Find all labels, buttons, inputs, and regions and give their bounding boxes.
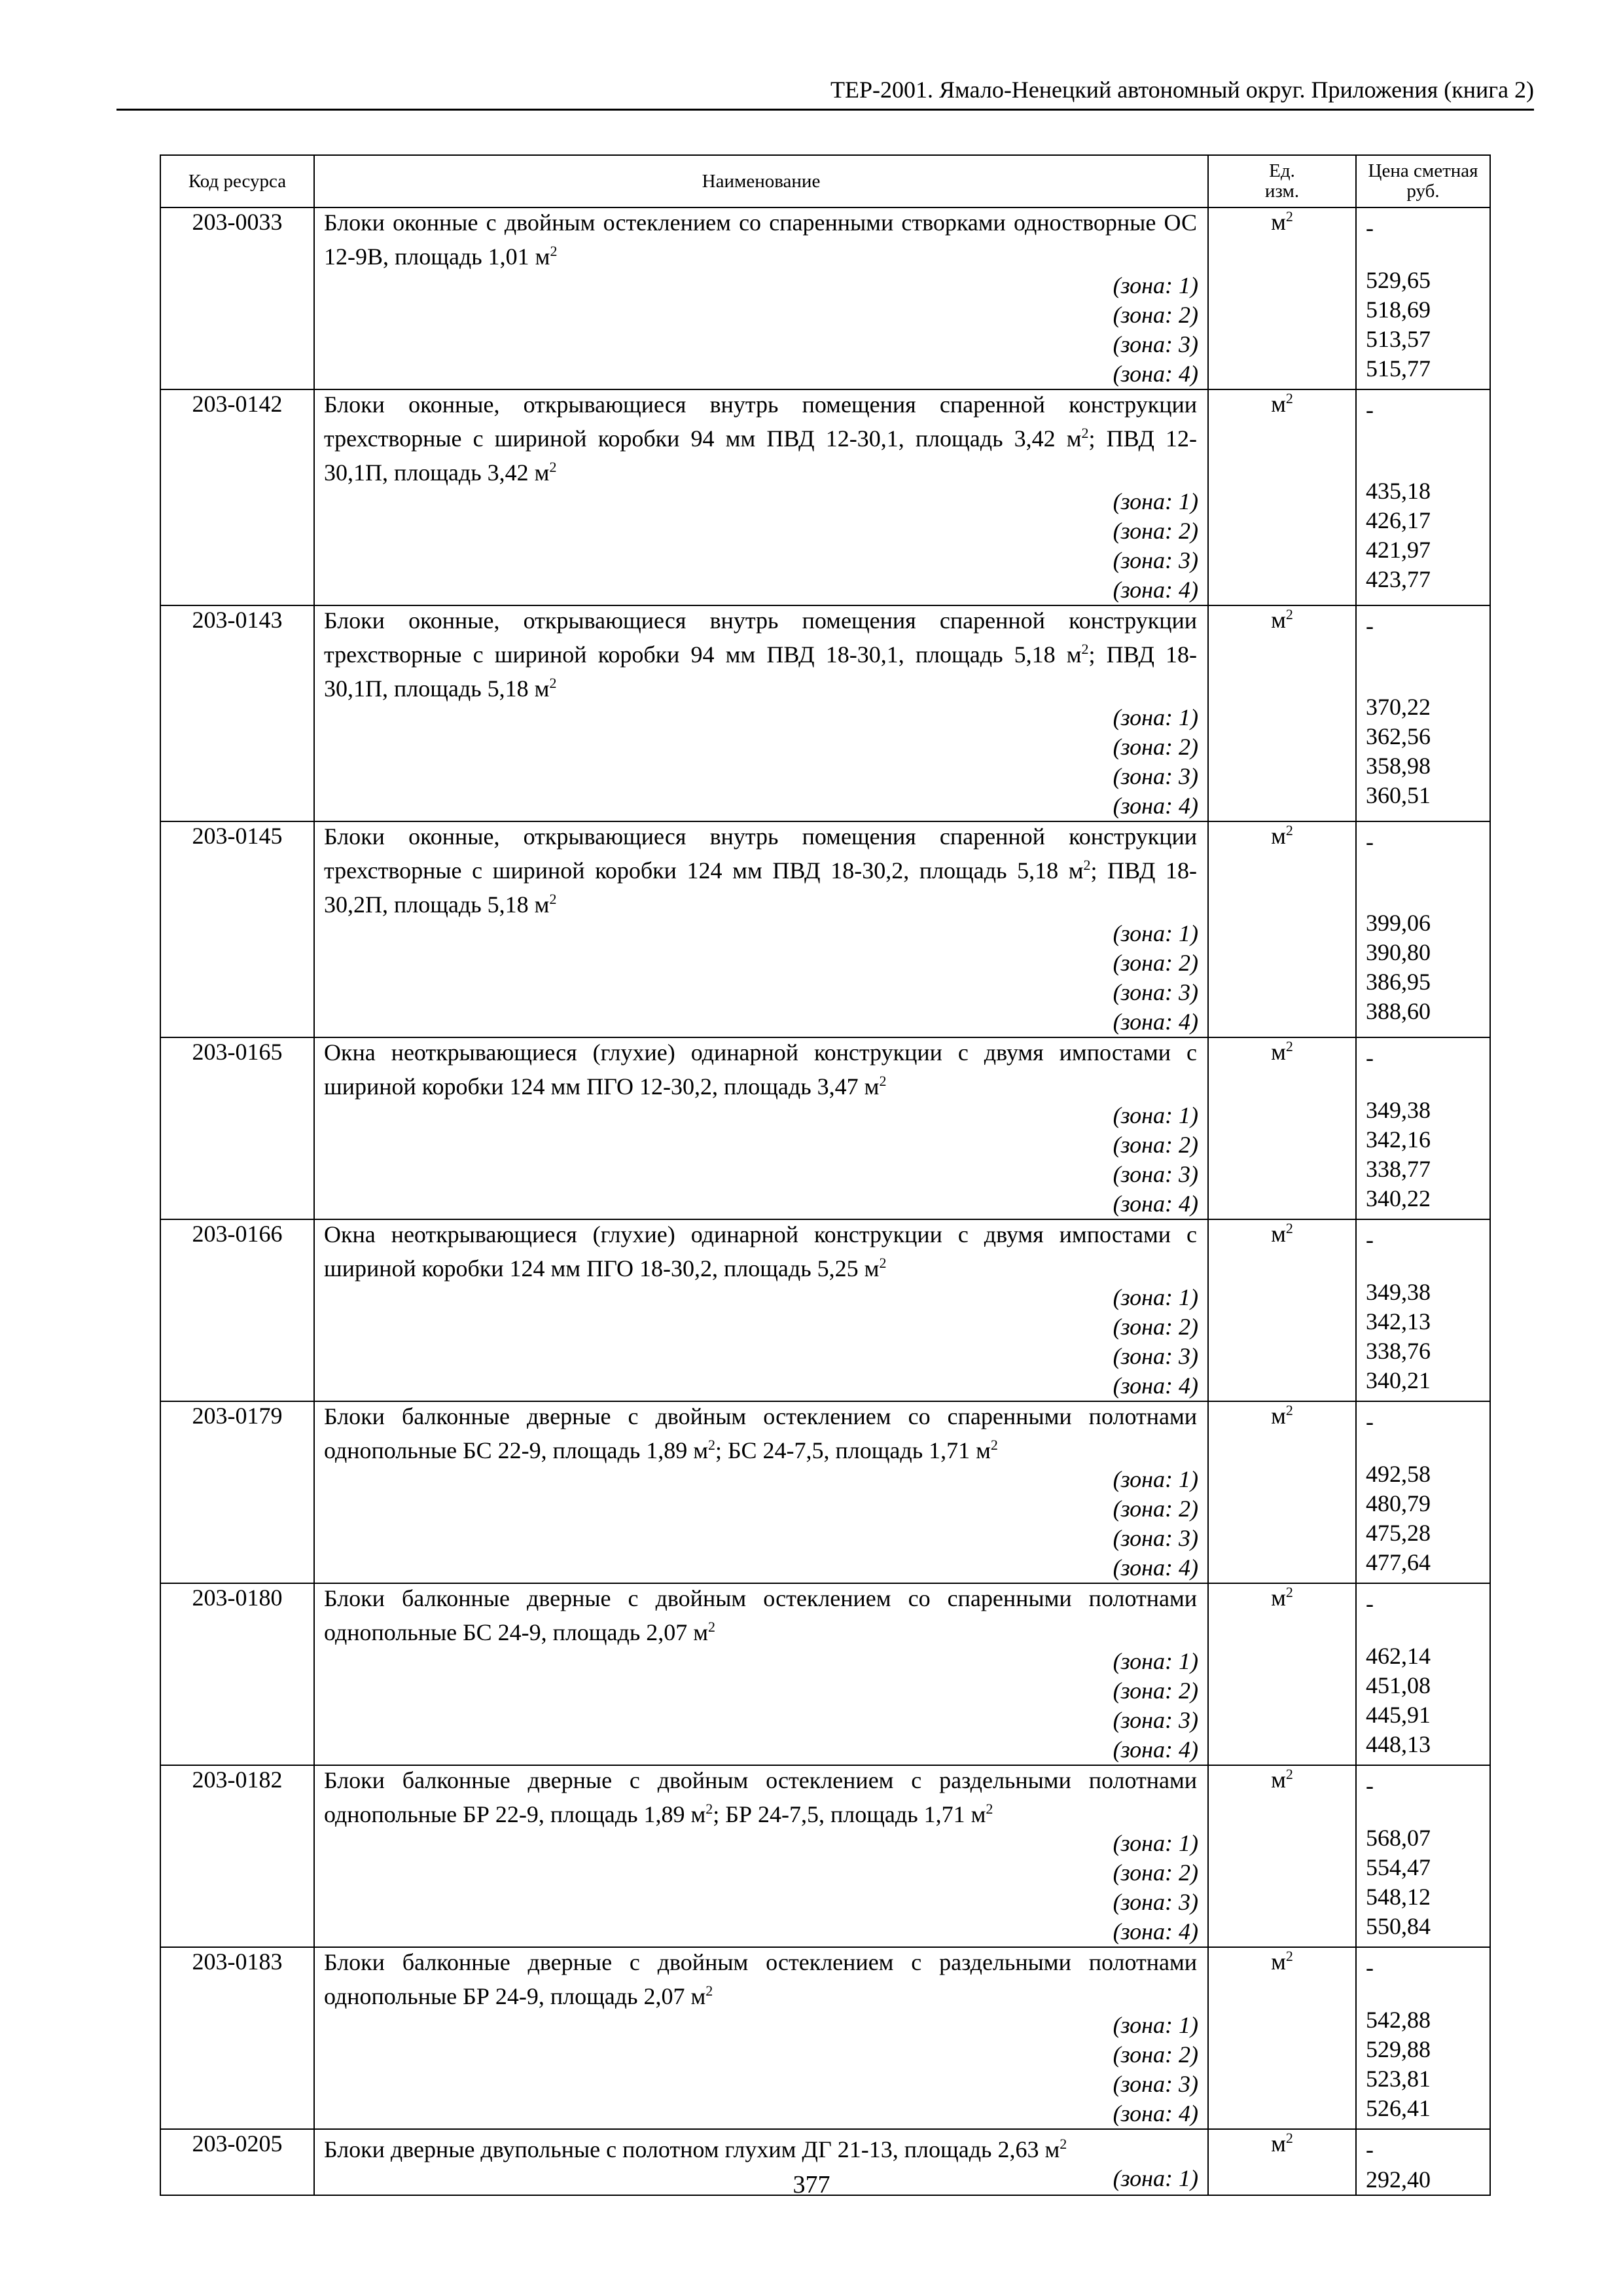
resource-name: Блоки оконные, открывающиеся внутрь помещения спаренной конструкции трехстворные с шириной коробки 124 мм ПВД 18-30,2, площадь 5,18 $м^2$; ПВД 18-30,2П, площадь 5,18 $м^2$ [324, 823, 1197, 918]
unit-superscript: 2 [879, 1073, 887, 1089]
unit-superscript: 2 [1081, 425, 1089, 441]
zone-price: 386,95 [1366, 969, 1431, 995]
price-cell [1356, 1037, 1490, 1219]
unit-superscript: 2 [1285, 1584, 1293, 1600]
zone-label: (зона: 1) [1113, 1102, 1198, 1128]
zone-price: 349,38 [1366, 1279, 1431, 1305]
column-header-name: Наименование [314, 155, 1208, 207]
resource-code: 203-0145 [160, 821, 314, 1037]
zone-label: (зона: 1) [1113, 704, 1198, 730]
zone-price: 340,21 [1366, 1367, 1431, 1393]
resource-name-cell [314, 1401, 1208, 1583]
table-header-row [160, 155, 1490, 207]
price-cell [1356, 821, 1490, 1037]
unit-superscript: 2 [1285, 1038, 1293, 1054]
price-base-dash: - [1366, 1227, 1374, 1253]
resource-name-cell [314, 207, 1208, 389]
zone-price: 435,18 [1366, 478, 1431, 504]
unit-superscript: 2 [549, 891, 557, 907]
zone-price: 292,40 [1366, 2166, 1431, 2193]
unit-superscript: 2 [1285, 1402, 1293, 1418]
zone-label: (зона: 1) [1113, 1648, 1198, 1674]
unit-of-measure: $м^2$ [1208, 1401, 1356, 1583]
zone-price: 548,12 [1366, 1884, 1431, 1910]
unit-superscript: 2 [549, 459, 557, 475]
unit-superscript: 2 [1285, 1766, 1293, 1782]
resource-name-cell [314, 821, 1208, 1037]
resource-name: Блоки оконные, открывающиеся внутрь помещения спаренной конструкции трехстворные с шириной коробки 94 мм ПВД 18-30,1, площадь 5,18 $м^2$; ПВД 18-30,1П, площадь 5,18 $м^2$ [324, 607, 1197, 702]
unit-superscript: 2 [1285, 822, 1293, 838]
zone-price: 421,97 [1366, 537, 1431, 563]
price-base-dash: - [1366, 215, 1374, 241]
zone-price: 513,57 [1366, 326, 1431, 352]
zone-price: 477,64 [1366, 1549, 1431, 1575]
resource-name: Блоки балконные дверные с двойным остеклением со спаренными полотнами однопольные БС 22-9, площадь 1,89 $м^2$; БС 24-7,5, площадь 1,71 $м^2$ [324, 1403, 1197, 1463]
unit-superscript: 2 [879, 1255, 887, 1271]
unit-superscript: 2 [549, 675, 557, 691]
resource-name: Окна неоткрывающиеся (глухие) одинарной конструкции с двумя импостами с шириной коробки 124 мм ПГО 18-30,2, площадь 5,25 $м^2$ [324, 1221, 1197, 1282]
resource-name: Блоки оконные с двойным остеклением со спаренными створками одностворные ОС 12-9В, площадь 1,01 $м^2$ [324, 209, 1197, 270]
price-base-dash: - [1366, 829, 1374, 855]
column-header-unit-line1: Ед. [1269, 160, 1295, 181]
resource-name-cell [314, 605, 1208, 821]
page-number: 377 [793, 2171, 830, 2198]
column-header-price-line1: Цена сметная [1368, 160, 1478, 181]
zone-price: 451,08 [1366, 1672, 1431, 1698]
price-base-dash: - [1366, 613, 1374, 639]
zone-price: 370,22 [1366, 694, 1431, 720]
zone-price: 515,77 [1366, 355, 1431, 382]
zone-label: (зона: 1) [1113, 1830, 1198, 1856]
column-header-price-line2: руб. [1406, 181, 1440, 202]
zone-price: 358,98 [1366, 753, 1431, 779]
price-cell [1356, 1401, 1490, 1583]
price-cell [1356, 1765, 1490, 1947]
resource-name-cell [314, 1219, 1208, 1401]
resource-code: 203-0182 [160, 1765, 314, 1947]
page-header [116, 73, 1534, 111]
price-cell [1356, 1219, 1490, 1401]
table-row [160, 1037, 1490, 1219]
zone-label: (зона: 3) [1113, 1525, 1198, 1551]
zone-label: (зона: 4) [1113, 361, 1198, 387]
column-header-code: Код ресурса [160, 155, 314, 207]
unit-of-measure: $м^2$ [1208, 1583, 1356, 1765]
table-row [160, 207, 1490, 389]
zone-price: 554,47 [1366, 1854, 1431, 1880]
zone-label: (зона: 4) [1113, 577, 1198, 603]
resource-code: 203-0183 [160, 1947, 314, 2129]
unit-superscript: 2 [1060, 2136, 1067, 2152]
price-base-dash: - [1366, 2136, 1374, 2162]
unit-superscript: 2 [990, 1437, 998, 1453]
price-cell [1356, 1583, 1490, 1765]
zone-price: 529,65 [1366, 267, 1431, 293]
zone-price: 390,80 [1366, 939, 1431, 965]
unit-superscript: 2 [1081, 641, 1089, 657]
price-cell [1356, 207, 1490, 389]
price-base-dash: - [1366, 1045, 1374, 1071]
zone-label: (зона: 4) [1113, 1918, 1198, 1945]
zone-label: (зона: 1) [1113, 272, 1198, 298]
zone-price: 480,79 [1366, 1490, 1431, 1516]
zone-label: (зона: 2) [1113, 1132, 1198, 1158]
zone-label: (зона: 1) [1113, 1284, 1198, 1310]
zone-label: (зона: 2) [1113, 950, 1198, 976]
table-body [160, 207, 1490, 2195]
table-row [160, 1219, 1490, 1401]
zone-label: (зона: 2) [1113, 302, 1198, 328]
resource-price-table [160, 154, 1491, 2196]
zone-label: (зона: 2) [1113, 1314, 1198, 1340]
unit-of-measure: $м^2$ [1208, 1765, 1356, 1947]
resource-code: 203-0179 [160, 1401, 314, 1583]
zone-price: 349,38 [1366, 1097, 1431, 1123]
resource-name: Блоки оконные, открывающиеся внутрь помещения спаренной конструкции трехстворные с шириной коробки 94 мм ПВД 12-30,1, площадь 3,42 $м^2$; ПВД 12-30,1П, площадь 3,42 $м^2$ [324, 391, 1197, 486]
unit-superscript: 2 [1285, 1220, 1293, 1236]
unit-of-measure: $м^2$ [1208, 605, 1356, 821]
unit-superscript: 2 [705, 1982, 713, 1999]
zone-label: (зона: 1) [1113, 1466, 1198, 1492]
resource-code: 203-0180 [160, 1583, 314, 1765]
table-row [160, 605, 1490, 821]
unit-superscript: 2 [986, 1801, 993, 1817]
unit-superscript: 2 [1285, 606, 1293, 622]
resource-code: 203-0033 [160, 207, 314, 389]
zone-label: (зона: 1) [1113, 2012, 1198, 2038]
zone-label: (зона: 1) [1113, 920, 1198, 946]
zone-label: (зона: 3) [1113, 1343, 1198, 1369]
zone-label: (зона: 2) [1113, 1496, 1198, 1522]
zone-label: (зона: 2) [1113, 734, 1198, 760]
resource-name-cell [314, 389, 1208, 605]
unit-of-measure: $м^2$ [1208, 821, 1356, 1037]
zone-label: (зона: 1) [1113, 2165, 1198, 2191]
unit-superscript: 2 [708, 1619, 716, 1635]
resource-name-cell [314, 1583, 1208, 1765]
resource-name: Блоки балконные дверные с двойным остеклением со спаренными полотнами однопольные БС 24-9, площадь 2,07 $м^2$ [324, 1585, 1197, 1645]
zone-price: 462,14 [1366, 1643, 1431, 1669]
zone-price: 526,41 [1366, 2095, 1431, 2121]
zone-label: (зона: 3) [1113, 331, 1198, 357]
price-cell [1356, 1947, 1490, 2129]
table-row [160, 1401, 1490, 1583]
zone-label: (зона: 4) [1113, 1009, 1198, 1035]
zone-price: 338,76 [1366, 1338, 1431, 1364]
header-title: ТЕР-2001. Ямало-Ненецкий автономный округ. Приложения (книга 2) [830, 77, 1534, 103]
zone-label: (зона: 2) [1113, 2041, 1198, 2068]
zone-price: 342,13 [1366, 1308, 1431, 1335]
zone-price: 568,07 [1366, 1825, 1431, 1851]
zone-price: 550,84 [1366, 1913, 1431, 1939]
zone-label: (зона: 4) [1113, 1736, 1198, 1763]
table-row [160, 1765, 1490, 1947]
resource-code: 203-0142 [160, 389, 314, 605]
resource-name: Блоки балконные дверные с двойным остеклением с раздельными полотнами однопольные БР 24-9, площадь 2,07 $м^2$ [324, 1949, 1197, 2009]
zone-label: (зона: 4) [1113, 1372, 1198, 1399]
unit-superscript: 2 [1285, 1948, 1293, 1964]
zone-label: (зона: 3) [1113, 1161, 1198, 1187]
price-base-dash: - [1366, 397, 1374, 423]
zone-price: 338,77 [1366, 1156, 1431, 1182]
unit-superscript: 2 [1285, 2130, 1293, 2146]
resource-code: 203-0205 [160, 2129, 314, 2195]
zone-label: (зона: 1) [1113, 488, 1198, 514]
column-header-price [1356, 155, 1490, 207]
zone-price: 426,17 [1366, 507, 1431, 533]
zone-label: (зона: 3) [1113, 2071, 1198, 2097]
zone-price: 342,16 [1366, 1126, 1431, 1153]
unit-superscript: 2 [705, 1801, 713, 1817]
zone-price: 399,06 [1366, 910, 1431, 936]
unit-of-measure: $м^2$ [1208, 1947, 1356, 2129]
price-base-dash: - [1366, 1590, 1374, 1617]
resource-code: 203-0143 [160, 605, 314, 821]
zone-label: (зона: 3) [1113, 1707, 1198, 1733]
zone-label: (зона: 3) [1113, 1889, 1198, 1915]
zone-price: 360,51 [1366, 782, 1431, 808]
unit-of-measure: $м^2$ [1208, 2129, 1356, 2195]
resource-code: 203-0166 [160, 1219, 314, 1401]
price-cell [1356, 605, 1490, 821]
resource-name: Блоки балконные дверные с двойным остеклением с раздельными полотнами однопольные БР 22-9, площадь 1,89 $м^2$; БР 24-7,5, площадь 1,71 $м^2$ [324, 1767, 1197, 1827]
resource-code: 203-0165 [160, 1037, 314, 1219]
unit-superscript: 2 [1285, 208, 1293, 224]
zone-label: (зона: 2) [1113, 518, 1198, 544]
price-base-dash: - [1366, 1954, 1374, 1981]
unit-of-measure: $м^2$ [1208, 1219, 1356, 1401]
unit-superscript: 2 [550, 243, 558, 259]
zone-price: 523,81 [1366, 2066, 1431, 2092]
zone-price: 529,88 [1366, 2036, 1431, 2062]
table-row [160, 1947, 1490, 2129]
resource-name: Окна неоткрывающиеся (глухие) одинарной конструкции с двумя импостами с шириной коробки 124 мм ПГО 12-30,2, площадь 3,47 $м^2$ [324, 1039, 1197, 1100]
zone-price: 542,88 [1366, 2007, 1431, 2033]
resource-name-cell [314, 1765, 1208, 1947]
zone-price: 423,77 [1366, 566, 1431, 592]
zone-price: 492,58 [1366, 1461, 1431, 1487]
unit-superscript: 2 [1285, 390, 1293, 406]
table-row [160, 389, 1490, 605]
zone-label: (зона: 3) [1113, 763, 1198, 789]
zone-label: (зона: 2) [1113, 1859, 1198, 1886]
zone-label: (зона: 4) [1113, 1554, 1198, 1581]
unit-of-measure: $м^2$ [1208, 1037, 1356, 1219]
unit-superscript: 2 [708, 1437, 716, 1453]
zone-price: 518,69 [1366, 296, 1431, 323]
table-row [160, 1583, 1490, 1765]
zone-price: 388,60 [1366, 998, 1431, 1024]
unit-of-measure: $м^2$ [1208, 207, 1356, 389]
zone-price: 445,91 [1366, 1702, 1431, 1728]
resource-name-cell [314, 1947, 1208, 2129]
zone-label: (зона: 4) [1113, 793, 1198, 819]
column-header-unit-line2: изм. [1264, 181, 1300, 202]
zone-label: (зона: 3) [1113, 547, 1198, 573]
zone-price: 475,28 [1366, 1520, 1431, 1546]
zone-price: 448,13 [1366, 1731, 1431, 1757]
zone-label: (зона: 3) [1113, 979, 1198, 1005]
resource-name: Блоки дверные двупольные с полотном глухим ДГ 21-13, площадь 2,63 $м^2$ [324, 2136, 1067, 2162]
resource-name-cell [314, 1037, 1208, 1219]
zone-label: (зона: 4) [1113, 2100, 1198, 2126]
price-base-dash: - [1366, 1408, 1374, 1435]
zone-price: 362,56 [1366, 723, 1431, 749]
unit-of-measure: $м^2$ [1208, 389, 1356, 605]
table-row [160, 821, 1490, 1037]
column-header-unit [1208, 155, 1356, 207]
unit-superscript: 2 [1083, 857, 1091, 873]
price-base-dash: - [1366, 1772, 1374, 1799]
zone-label: (зона: 4) [1113, 1191, 1198, 1217]
price-cell [1356, 389, 1490, 605]
zone-price: 340,22 [1366, 1185, 1431, 1211]
zone-label: (зона: 2) [1113, 1677, 1198, 1704]
